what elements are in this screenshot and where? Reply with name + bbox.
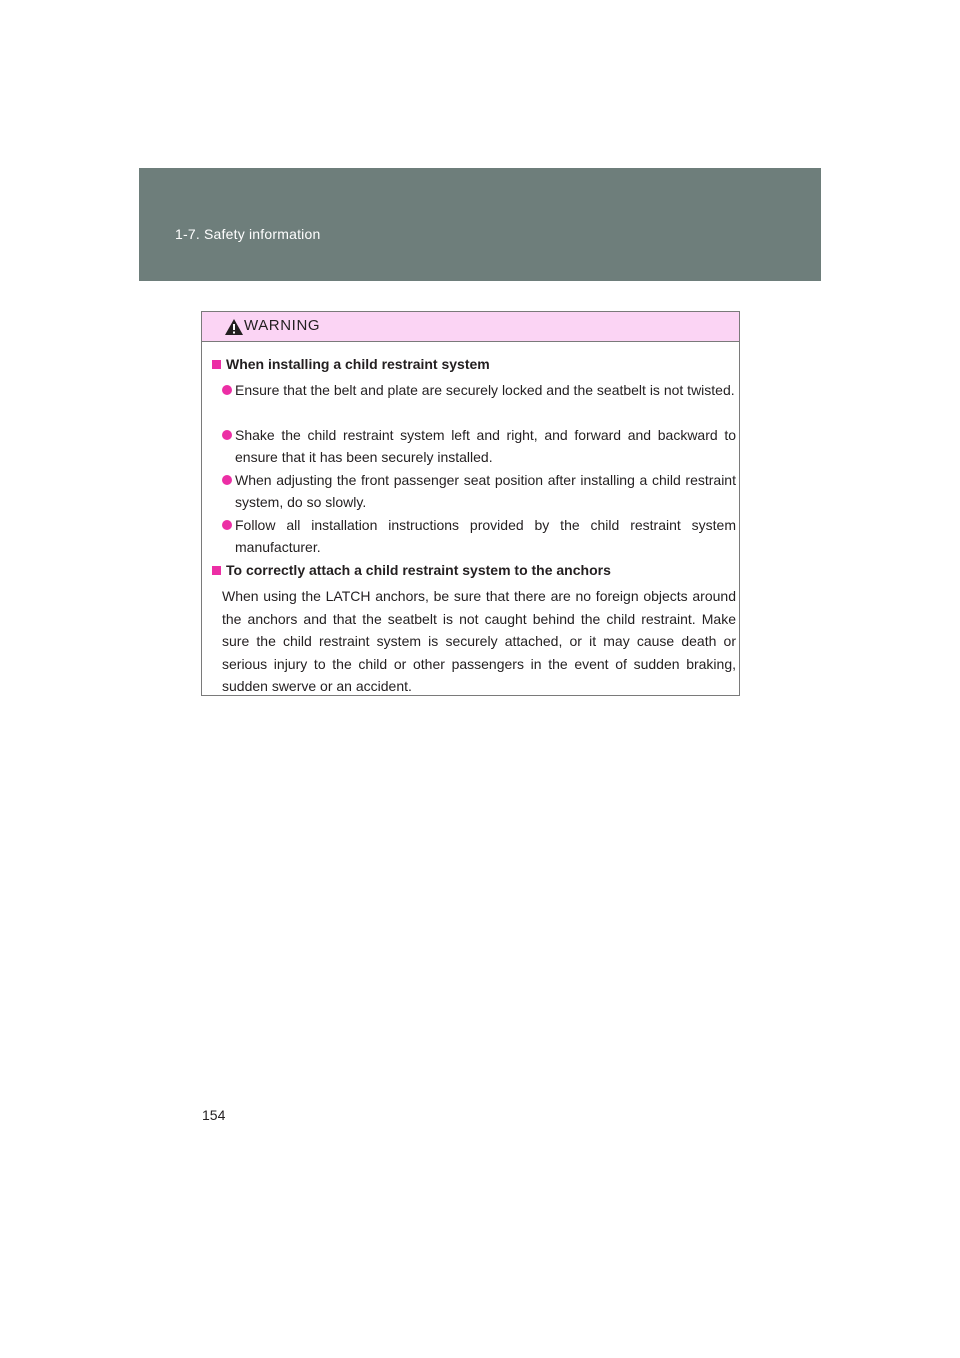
round-bullet-icon bbox=[222, 475, 232, 485]
warning-triangle-icon bbox=[224, 318, 244, 336]
square-bullet-icon bbox=[212, 360, 221, 369]
round-bullet-icon bbox=[222, 520, 232, 530]
anchors-paragraph: When using the LATCH anchors, be sure that there are no foreign objects around the anchors and that the seatbelt is not caught behind the child restraint. Make sure the child restraint system is securely attached, or it may cause death or serious injury to the child or other passengers in the event of sudden braking, sudden swerve or an accident. bbox=[222, 588, 736, 694]
list-item-text: Follow all installation instructions provided by the child restraint system manufacturer. bbox=[235, 517, 736, 555]
warning-header bbox=[202, 312, 739, 342]
round-bullet-icon bbox=[222, 385, 232, 395]
list-item-text: Ensure that the belt and plate are securely locked and the seatbelt is not twisted. bbox=[235, 382, 735, 398]
section-heading-text: When installing a child restraint system bbox=[226, 356, 490, 372]
chapter-header-band bbox=[139, 168, 821, 281]
warning-box bbox=[201, 311, 740, 696]
section-heading-anchors bbox=[212, 561, 611, 579]
section-title: 1-7. Safety information bbox=[175, 226, 321, 242]
list-item-text: Shake the child restraint system left and right, and forward and backward to ensure that it has been securely installed. bbox=[235, 427, 736, 465]
section-heading-install bbox=[212, 355, 490, 373]
square-bullet-icon bbox=[212, 566, 221, 575]
section-heading-text: To correctly attach a child restraint system to the anchors bbox=[226, 562, 611, 578]
page-number: 154 bbox=[202, 1107, 226, 1123]
warning-label: WARNING bbox=[244, 317, 321, 334]
round-bullet-icon bbox=[222, 430, 232, 440]
list-item-text: When adjusting the front passenger seat position after installing a child restraint system, do so slowly. bbox=[235, 472, 736, 510]
